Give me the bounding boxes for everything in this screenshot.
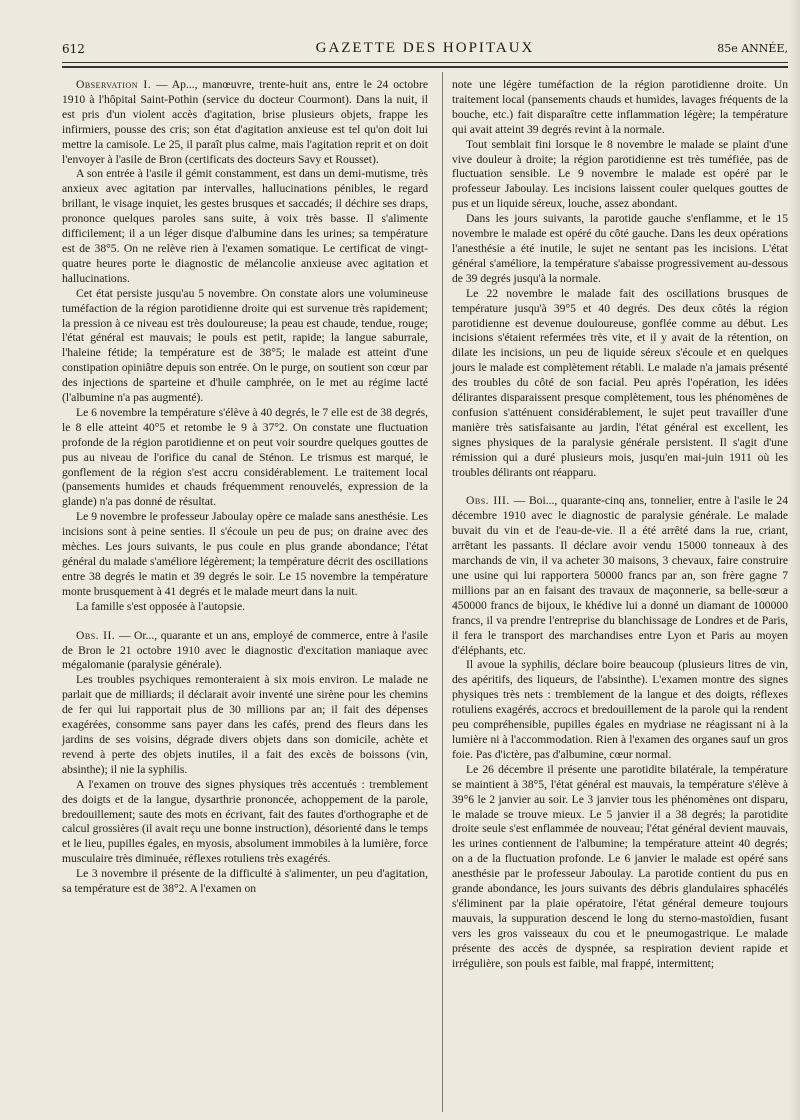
header-rule-thick <box>62 66 788 68</box>
observation-3-intro <box>452 494 788 658</box>
page-edge-shadow <box>788 0 800 1120</box>
paragraph: Le 22 novembre le malade fait des oscillations brusques de température jusqu'à 39°5 et 40 degrés. Des deux côtés la région parotidienne est devenue douloureuse, gonflée comme au début. Les incisions s'étaient refermées très vite, et il y avait de la rétention, on dilate les incisions, un peu de liquide séreux s'écoule et en quelques jours le malade est complètement rétabli. Le malade n'a jamais présenté des troubles du côté de son facial. Peu après l'opération, les idées délirantes disparaissent presque complètement, tous les phénomènes de confusion s'atténuent considérablement, le sujet peut travailler d'une manière très satisfaisante au jardin, l'état général est excellent, les signes physiques de la paralysie générale persistent. Il s'agit d'une rémission qui a duré plusieurs mois, jusqu'en mai-juin 1911 où les troubles délirants ont réapparu. <box>452 286 788 479</box>
paragraph: Le 26 décembre il présente une parotidite bilatérale, la température se maintient à 38°5, l'état général est mauvais, la température s'élève à 39°6 le 2 janvier au soir. Le 3 janvier tous les phénomènes ont disparu, le malade se trouve mieux. Le 5 janvier il a 38 degrés; la parotidite droite seule s'est enflammée de nouveau; l'état général devient mauvais, les urines contiennent de l'albumine; la température atteint 40 degrés; on a de la fluctuation profonde. Le 6 janvier le malade est opéré sans anesthésie par le professeur Jaboulay. La parotide contient du pus en grande abondance, les jours suivants des débris glandulaires sphacélés s'éliminent par la plaie opératoire, l'état général demeure toujours mauvais, la suppuration descend le long du sterno-mastoïdien, fusant vers les gros vaisseaux du cou et le pneumogastrique. Le malade présente des accès de dyspnée, sa respiration devient rapide et irrégulière, son pouls est faible, mal frappé, intermittent; <box>452 762 788 970</box>
observation-1-label: Observation I. <box>76 78 152 91</box>
paragraph: Le 6 novembre la température s'élève à 40 degrés, le 7 elle est de 38 degrés, le 8 elle atteint 40°5 et retombe le 9 à 37°2. On constate une fluctuation profonde de la région parotidienne et on peut voir sourdre quelques gouttes de pus au niveau de l'orifice du canal de Sténon. Le trismus est marqué, le gonflement de la région s'est accru considérablement. Le traitement local (pansements humides et chauds fréquemment renouvelés, expression de la glande) n'a pas donné de résultat. <box>62 405 429 509</box>
paragraph: — Or..., quarante et un ans, employé de commerce, entre à l'asile de Bron le 21 octobre 1910 avec le diagnostic d'excitation maniaque avec mégalomanie (paralysie générale). <box>62 628 428 672</box>
paragraph: Les troubles psychiques remonteraient à six mois environ. Le malade ne parlait que de milliards; il déclarait avoir inventé une sirène pour les chemins de fer qui lui rapportait plus de 30 millions par an; il fait des dépenses exagérées, consomme sans payer dans les cafés, prend des fleurs dans les jardins de ses voisins, dégrade divers objets dans son domicile, achète et revend à perte des objets inutiles, il a fait des excès de boissons (vin, absinthe); il nie la syphilis. <box>62 673 428 776</box>
observation-2-label: Obs. II. <box>76 628 116 642</box>
paragraph: Le 3 novembre il présente de la difficulté à s'alimenter, un peu d'agitation, sa température est de 38°2. A l'examen on <box>62 867 428 896</box>
observation-2-intro <box>62 629 428 674</box>
journal-title: GAZETTE DES HOPITAUX <box>315 40 535 56</box>
right-column <box>452 78 788 971</box>
observation-1-intro <box>62 78 428 167</box>
paragraph: Il avoue la syphilis, déclare boire beaucoup (plusieurs litres de vin, des apéritifs, des liqueurs, de l'absinthe). L'examen montre des signes physiques très nets : tremblement de la langue et des doigts, réflexes rotuliens exagérés, accrocs et bredouillement de la parole qui la rendent peu compréhensible, pupilles égales en mydriase ne réagissant ni à la lumière ni à l'accommodation. Rien à l'examen des organes sauf un gros foie. Pas d'ictère, pas d'albumine, cœur normal. <box>452 658 788 761</box>
paragraph: — Ap..., manœuvre, trente-huit ans, entre le 24 octobre 1910 à l'hôpital Saint-Pothin (service du docteur Courmont). Dans la nuit, il est pris d'un violent accès d'agitation, brise plusieurs objets, frappe les infirmiers, pousse des cris; son état d'agitation anxieuse est tel qu'on doit lui mettre la camisole. Le 25, il paraît plus calme, mais l'agitation reprit et on doit l'envoyer à l'asile de Bron (certificats des docteurs Savy et Rousset). <box>62 78 428 166</box>
paragraph: — Boi..., quarante-cinq ans, tonnelier, entre à l'asile le 24 décembre 1910 avec le diagnostic de paralysie générale. Le malade buvait du vin et de l'eau-de-vie. Il a été arrêté dans la rue, criant, arrêtant les passants. Il déclare avoir vendu 15000 tonneaux à des marchands de vin, il va acheter 30 maisons, 3 chevaux, faire construire une usine qui lui rapportera 50000 francs par an, son frère gagne 7 millions par an en faisant des travaux de maçonnerie, sa belle-sœur a 450000 francs de bijoux, le khédive lui a donné un diamant de 100000 francs, il va prendre l'entreprise du blanchissage de Londres et de Paris, il fera le transport des marchandises entre Lyon et Paris au moyen d'éléphants, etc. <box>452 494 789 657</box>
paragraph: La famille s'est opposée à l'autopsie. <box>76 599 246 613</box>
paragraph: Dans les jours suivants, la parotide gauche s'enflamme, et le 15 novembre le malade est opéré du côté gauche. Dans les deux opérations l'anesthésie a été inutile, le sujet ne sentant pas les incisions. L'état général s'améliore, la température s'abaisse progressivement au-dessous de 39 degrés jusqu'à la normale. <box>452 212 788 285</box>
observation-3-label: Obs. III. <box>466 494 510 508</box>
left-column <box>62 78 428 897</box>
paragraph: note une légère tuméfaction de la région parotidienne droite. Un traitement local (pansements chauds et humides, lavages fréquents de la bouche, etc.) fait disparaître cette inflammation légère; la température qui avait atteint 39 degrés revint à la normale. <box>452 78 788 136</box>
paragraph: A son entrée à l'asile il gémit constamment, est dans un demi-mutisme, très anxieux avec agitation par intervalles, hallucinations pénibles, le regard brillant, le visage inquiet, les gestes brusques et saccadés; il déchire ses draps, prononce quelques paroles sans suite, à voix très basse. Il s'alimente difficilement; il a un léger disque d'albumine dans les urines; sa température est de 38°5. On ne relève rien à l'examen somatique. Le certificat de vingt-quatre heures porte le diagnostic de mélancolie anxieuse avec agitation et hallucinations. <box>62 167 428 285</box>
paragraph: A l'examen on trouve des signes physiques très accentués : tremblement des doigts et de la langue, dysarthrie prononcée, achoppement de la parole, bredouillement; saute des mots en écrivant, fait des fautes d'orthographe et de calcul grossières (il avait reçu une bonne instruction), désorienté dans le temps et le lieu, pupilles égales, en myosis, absolument immobiles à la lumière, force musculaire très diminuée, réflexes rotuliens très exagérés. <box>62 777 428 866</box>
paragraph: Le 9 novembre le professeur Jaboulay opère ce malade sans anesthésie. Les incisions sont à peine senties. Il s'écoule un peu de pus; on draine avec des mèches. Les jours suivants, le pus coule en plus grande abondance; l'état général du malade s'améliore légèrement; la température décrit des oscillations entre 38 degrés le matin et 39 degrés le soir. Le 15 novembre la température monte brusquement à 41 degrés et le malade meurt dans la nuit. <box>62 510 428 598</box>
page-number: 612 <box>62 42 85 56</box>
column-divider <box>442 72 443 1112</box>
header-rule <box>62 62 788 63</box>
paragraph: Tout semblait fini lorsque le 8 novembre le malade se plaint d'une vive douleur à droite; la région parotidienne est très tuméfiée, pas de fluctuation sensible. Le 9 novembre le malade est opéré par le professeur Jaboulay. Les incisions laissent couler quelques gouttes de pus et un liquide séreux, louche, assez abondant. <box>452 137 788 211</box>
year-label: 85e ANNÉE, <box>717 42 788 55</box>
paragraph: Cet état persiste jusqu'au 5 novembre. On constate alors une volumineuse tuméfaction de la région parotidienne droite qui est survenue très rapidement; la pression à ce niveau est très douloureuse; la peau est chaude, tendue, rouge; l'état général est mauvais; le pouls est petit, rapide; la langue saburrale, l'haleine fétide; la température est de 38°5; le malade est atteint d'une constipation opiniâtre depuis son entrée. On le purge, on soutient son cœur par des injections de sparteine et d'huile camphrée, on le met au régime lacté (l'albumine n'a pas augmenté). <box>62 286 428 405</box>
